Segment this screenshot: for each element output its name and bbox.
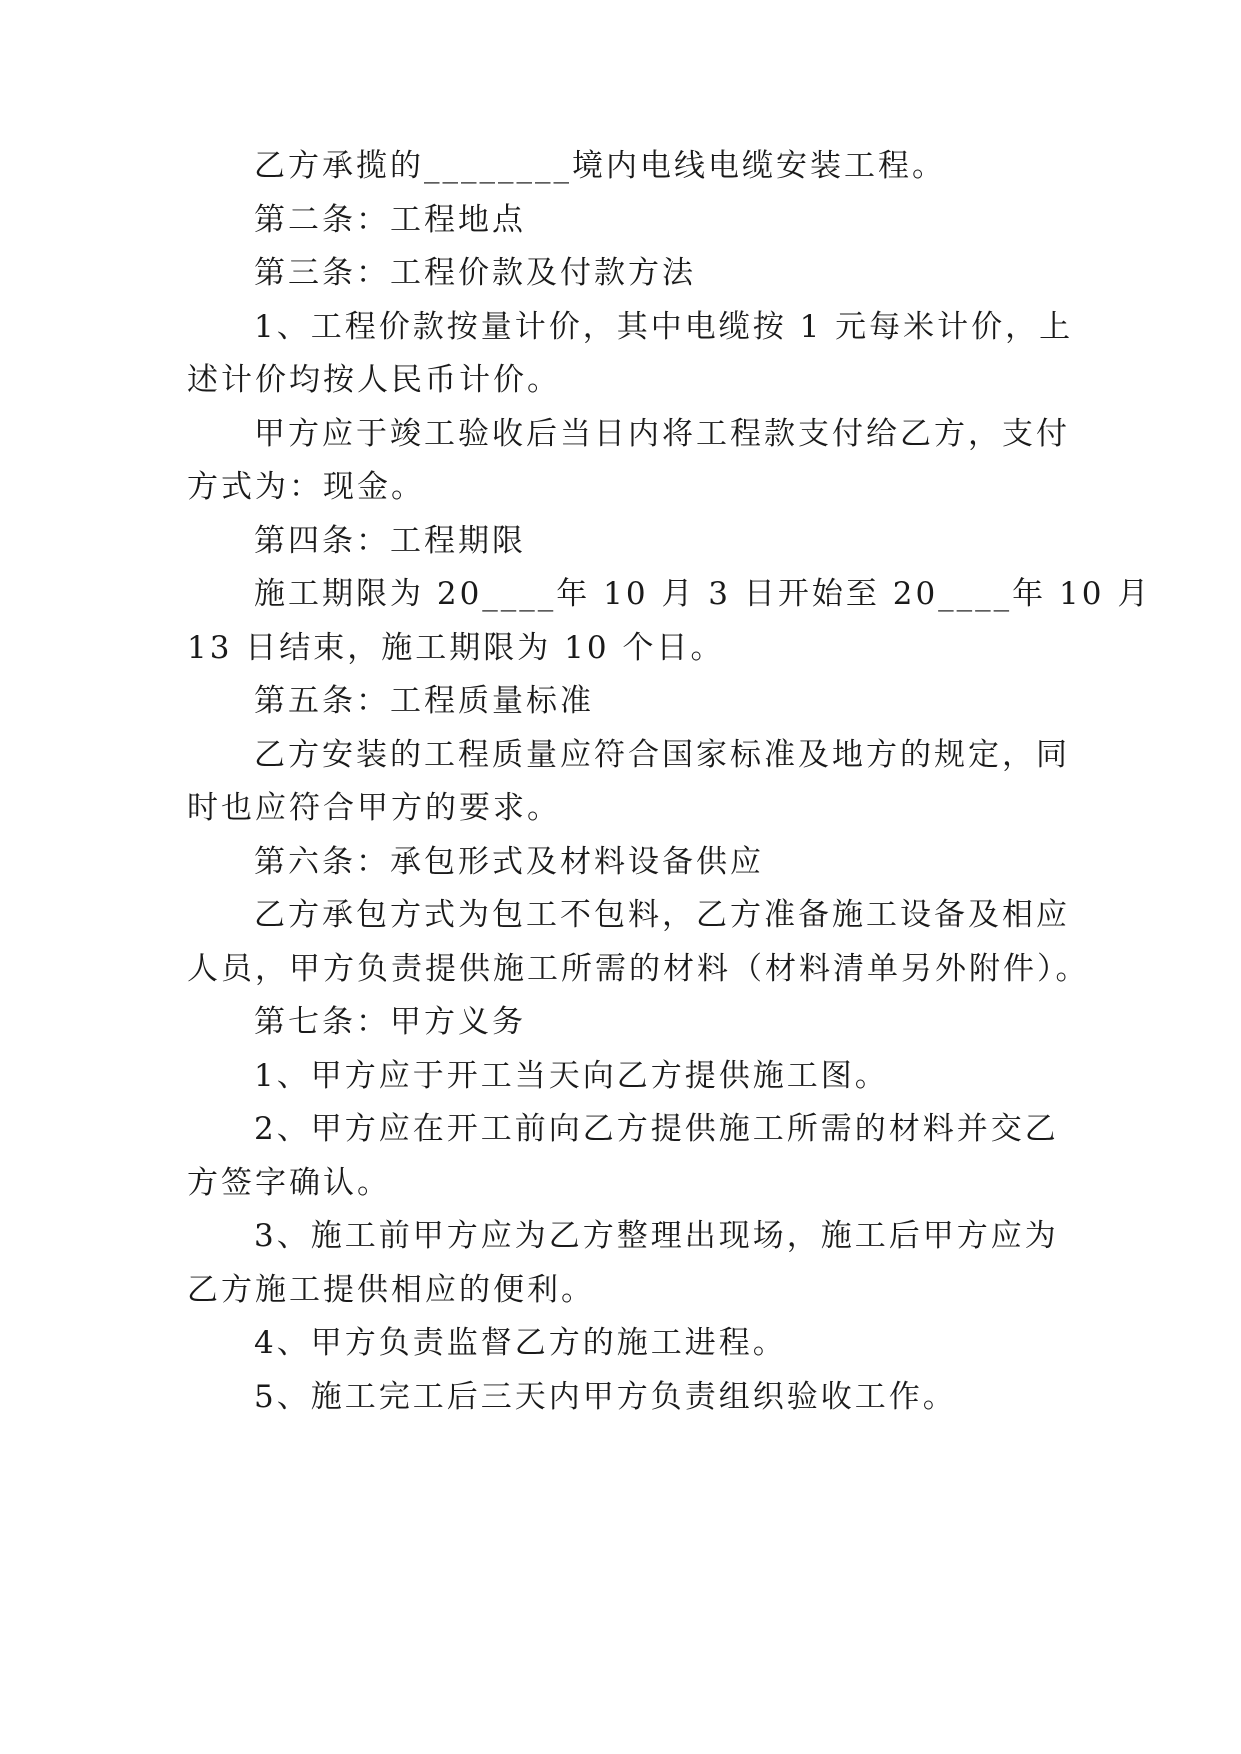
line-payment-b: 方式为：现金。 xyxy=(187,469,425,505)
line-contracting-a: 乙方承包方式为包工不包料，乙方准备施工设备及相应 xyxy=(254,897,1070,933)
line-contracting-b: 人员，甲方负责提供施工所需的材料（材料清单另外附件）。 xyxy=(187,951,1090,987)
line-obligation-1: 1、甲方应于开工当天向乙方提供施工图。 xyxy=(254,1058,889,1094)
line-contract-scope: 乙方承揽的________境内电线电缆安装工程。 xyxy=(254,148,946,184)
line-obligation-5: 5、施工完工后三天内甲方负责组织验收工作。 xyxy=(254,1379,957,1415)
line-payment-a: 甲方应于竣工验收后当日内将工程款支付给乙方，支付 xyxy=(254,416,1070,452)
line-schedule-b: 13 日结束，施工期限为 10 个日。 xyxy=(187,630,725,666)
line-obligation-4: 4、甲方负责监督乙方的施工进程。 xyxy=(254,1325,787,1361)
heading-article-4: 第四条：工程期限 xyxy=(254,523,526,559)
line-price-clause-a: 1、工程价款按量计价，其中电缆按 1 元每米计价，上 xyxy=(254,309,1074,345)
line-obligation-3b: 乙方施工提供相应的便利。 xyxy=(187,1272,595,1308)
line-quality-b: 时也应符合甲方的要求。 xyxy=(187,790,561,826)
line-price-clause-b: 述计价均按人民币计价。 xyxy=(187,362,561,398)
line-obligation-2a: 2、甲方应在开工前向乙方提供施工所需的材料并交乙 xyxy=(254,1111,1059,1147)
heading-article-3: 第三条：工程价款及付款方法 xyxy=(254,255,696,291)
line-obligation-3a: 3、施工前甲方应为乙方整理出现场，施工后甲方应为 xyxy=(254,1218,1059,1254)
line-obligation-2b: 方签字确认。 xyxy=(187,1165,391,1201)
heading-article-6: 第六条：承包形式及材料设备供应 xyxy=(254,844,764,880)
line-quality-a: 乙方安装的工程质量应符合国家标准及地方的规定，同 xyxy=(254,737,1070,773)
heading-article-7: 第七条：甲方义务 xyxy=(254,1004,526,1040)
heading-article-5: 第五条：工程质量标准 xyxy=(254,683,594,719)
heading-article-2: 第二条：工程地点 xyxy=(254,202,526,238)
line-schedule-a: 施工期限为 20____年 10 月 3 日开始至 20____年 10 月 xyxy=(254,576,1152,612)
